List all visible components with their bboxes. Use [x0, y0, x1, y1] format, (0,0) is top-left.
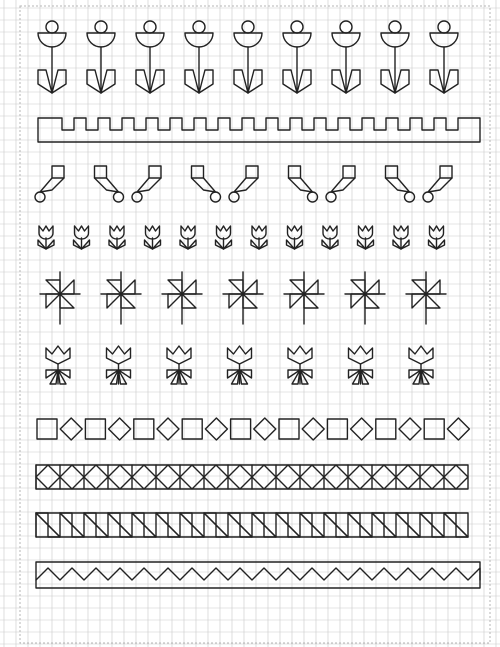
bird-with-ball	[35, 166, 64, 202]
square-with-triangles	[444, 513, 468, 537]
pinwheel	[101, 272, 141, 324]
row-pinwheel	[40, 272, 446, 324]
square	[279, 419, 299, 439]
diamond	[60, 418, 82, 440]
diamond	[447, 418, 469, 440]
bird-with-ball	[229, 166, 258, 202]
square-with-diamond	[420, 465, 444, 489]
small-tulip	[145, 226, 161, 249]
square-with-triangles	[300, 513, 324, 537]
square-with-diamond	[36, 465, 60, 489]
square-with-diamond	[300, 465, 324, 489]
square-with-triangles	[348, 513, 372, 537]
bird-with-ball	[423, 166, 452, 202]
small-tulip	[38, 226, 54, 249]
diamond	[205, 418, 227, 440]
pinwheel	[345, 272, 385, 324]
small-tulip	[109, 226, 125, 249]
bird-with-ball	[132, 166, 161, 202]
row-small-tulip	[38, 226, 445, 249]
small-tulip	[216, 226, 232, 249]
square-with-triangles	[276, 513, 300, 537]
square-with-diamond	[180, 465, 204, 489]
small-tulip	[393, 226, 409, 249]
row-square-with-triangles-border	[36, 513, 468, 537]
square-with-diamond	[60, 465, 84, 489]
square-with-diamond	[84, 465, 108, 489]
tulip-with-leaves	[107, 346, 131, 384]
square-wave-border	[38, 118, 480, 142]
square-with-diamond	[348, 465, 372, 489]
square-with-triangles	[180, 513, 204, 537]
row-square-diamond-alternating	[37, 418, 469, 440]
square-with-diamond	[252, 465, 276, 489]
square-with-triangles	[420, 513, 444, 537]
square-with-diamond	[228, 465, 252, 489]
square-with-diamond	[276, 465, 300, 489]
square-with-diamond	[396, 465, 420, 489]
small-tulip	[287, 226, 303, 249]
bird-with-ball	[326, 166, 355, 202]
square-with-triangles	[324, 513, 348, 537]
square-with-diamond	[108, 465, 132, 489]
tulip-with-leaves	[167, 346, 191, 384]
row-square-wave-border	[38, 118, 480, 142]
pinwheel	[284, 272, 324, 324]
row-square-with-diamond-border	[36, 465, 468, 489]
square-with-triangles	[228, 513, 252, 537]
square-with-diamond	[372, 465, 396, 489]
square-with-triangles	[36, 513, 60, 537]
square	[134, 419, 154, 439]
row-bird-with-ball	[35, 166, 452, 202]
square-with-diamond	[132, 465, 156, 489]
page-border	[20, 6, 490, 643]
tulip-with-leaves	[409, 346, 433, 384]
bird-with-ball	[95, 166, 124, 202]
square	[231, 419, 251, 439]
square-with-triangles	[396, 513, 420, 537]
diamond	[399, 418, 421, 440]
diamond	[254, 418, 276, 440]
tulip-with-leaves	[288, 346, 312, 384]
tulip-with-leaves	[46, 346, 70, 384]
square	[182, 419, 202, 439]
square	[327, 419, 347, 439]
small-tulip	[322, 226, 338, 249]
diamond	[302, 418, 324, 440]
square-with-triangles	[132, 513, 156, 537]
square	[376, 419, 396, 439]
square-with-triangles	[156, 513, 180, 537]
bird-with-ball	[289, 166, 318, 202]
square-with-triangles	[252, 513, 276, 537]
square-with-triangles	[60, 513, 84, 537]
square	[424, 419, 444, 439]
pinwheel	[40, 272, 80, 324]
pinwheel	[223, 272, 263, 324]
square-with-triangles	[84, 513, 108, 537]
row-tulip-with-leaves	[46, 346, 433, 384]
square	[85, 419, 105, 439]
square-with-diamond	[324, 465, 348, 489]
square-with-triangles	[204, 513, 228, 537]
square-with-diamond	[156, 465, 180, 489]
small-tulip	[180, 226, 196, 249]
small-tulip	[358, 226, 374, 249]
square-with-diamond	[444, 465, 468, 489]
square-with-triangles	[108, 513, 132, 537]
small-tulip	[251, 226, 267, 249]
tulip-with-leaves	[228, 346, 252, 384]
diamond	[351, 418, 373, 440]
square-with-diamond	[204, 465, 228, 489]
square-with-triangles	[372, 513, 396, 537]
small-tulip	[429, 226, 445, 249]
